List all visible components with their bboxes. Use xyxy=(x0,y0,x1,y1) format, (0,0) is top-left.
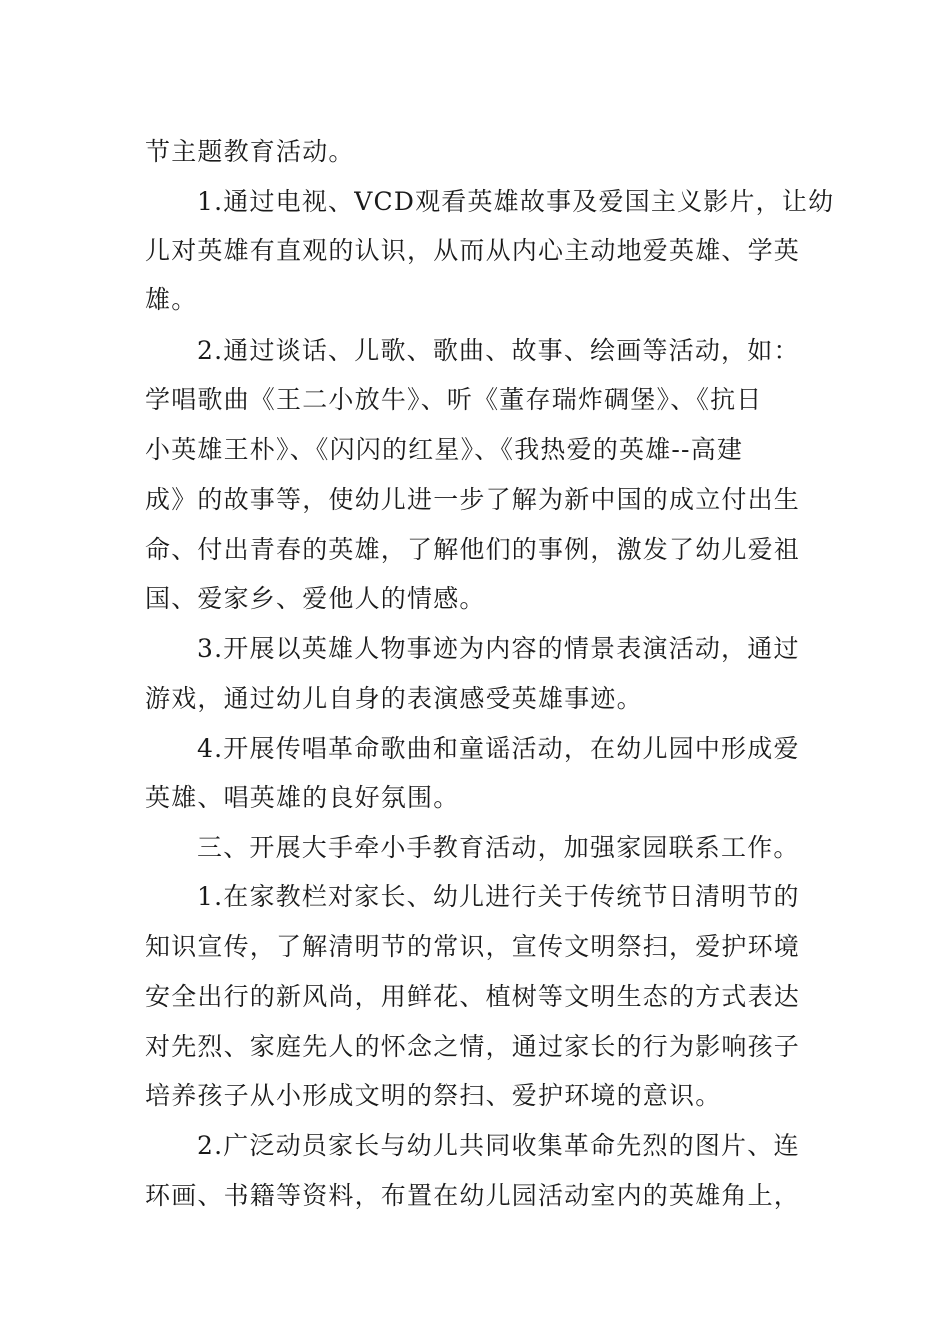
text-line-3: 儿对英雄有直观的认识，从而从内心主动地爱英雄、学英 xyxy=(145,236,801,265)
text-line-20: 培养孩子从小形成文明的祭扫、爱护环境的意识。 xyxy=(145,1081,722,1110)
text-line-15: 三、开展大手牵小手教育活动，加强家园联系工作。 xyxy=(197,833,800,862)
text-line-8: 成》的故事等，使幼儿进一步了解为新中国的成立付出生 xyxy=(145,485,801,514)
text-line-4: 雄。 xyxy=(145,285,198,314)
text-line-9: 命、付出青春的英雄，了解他们的事例，激发了幼儿爱祖 xyxy=(145,535,801,564)
text-line-18: 安全出行的新风尚，用鲜花、植树等文明生态的方式表达 xyxy=(145,982,801,1011)
text-line-10: 国、爱家乡、爱他人的情感。 xyxy=(145,584,486,613)
text-line-12: 游戏，通过幼儿自身的表演感受英雄事迹。 xyxy=(145,684,643,713)
text-line-17: 知识宣传，了解清明节的常识，宣传文明祭扫，爱护环境 xyxy=(145,932,801,961)
text-line-7: 小英雄王朴》、《闪闪的红星》、《我热爱的英雄--高建 xyxy=(145,435,744,464)
text-line-11: 3.开展以英雄人物事迹为内容的情景表演活动，通过 xyxy=(197,634,800,663)
text-line-5: 2.通过谈话、儿歌、歌曲、故事、绘画等活动，如： xyxy=(197,336,800,365)
text-line-6: 学唱歌曲《王二小放牛》、听《董存瑞炸碉堡》、《抗日 xyxy=(145,385,763,414)
text-line-13: 4.开展传唱革命歌曲和童谣活动，在幼儿园中形成爱 xyxy=(197,734,800,763)
text-line-16: 1.在家教栏对家长、幼儿进行关于传统节日清明节的 xyxy=(197,882,800,911)
text-line-21: 2.广泛动员家长与幼儿共同收集革命先烈的图片、连 xyxy=(197,1131,800,1160)
text-line-22: 环画、书籍等资料，布置在幼儿园活动室内的英雄角上， xyxy=(145,1181,801,1210)
text-line-2: 1.通过电视、VCD观看英雄故事及爱国主义影片，让幼 xyxy=(197,187,835,216)
text-line-19: 对先烈、家庭先人的怀念之情，通过家长的行为影响孩子 xyxy=(145,1032,801,1061)
text-line-1: 节主题教育活动。 xyxy=(145,137,355,166)
text-line-14: 英雄、唱英雄的良好氛围。 xyxy=(145,783,460,812)
